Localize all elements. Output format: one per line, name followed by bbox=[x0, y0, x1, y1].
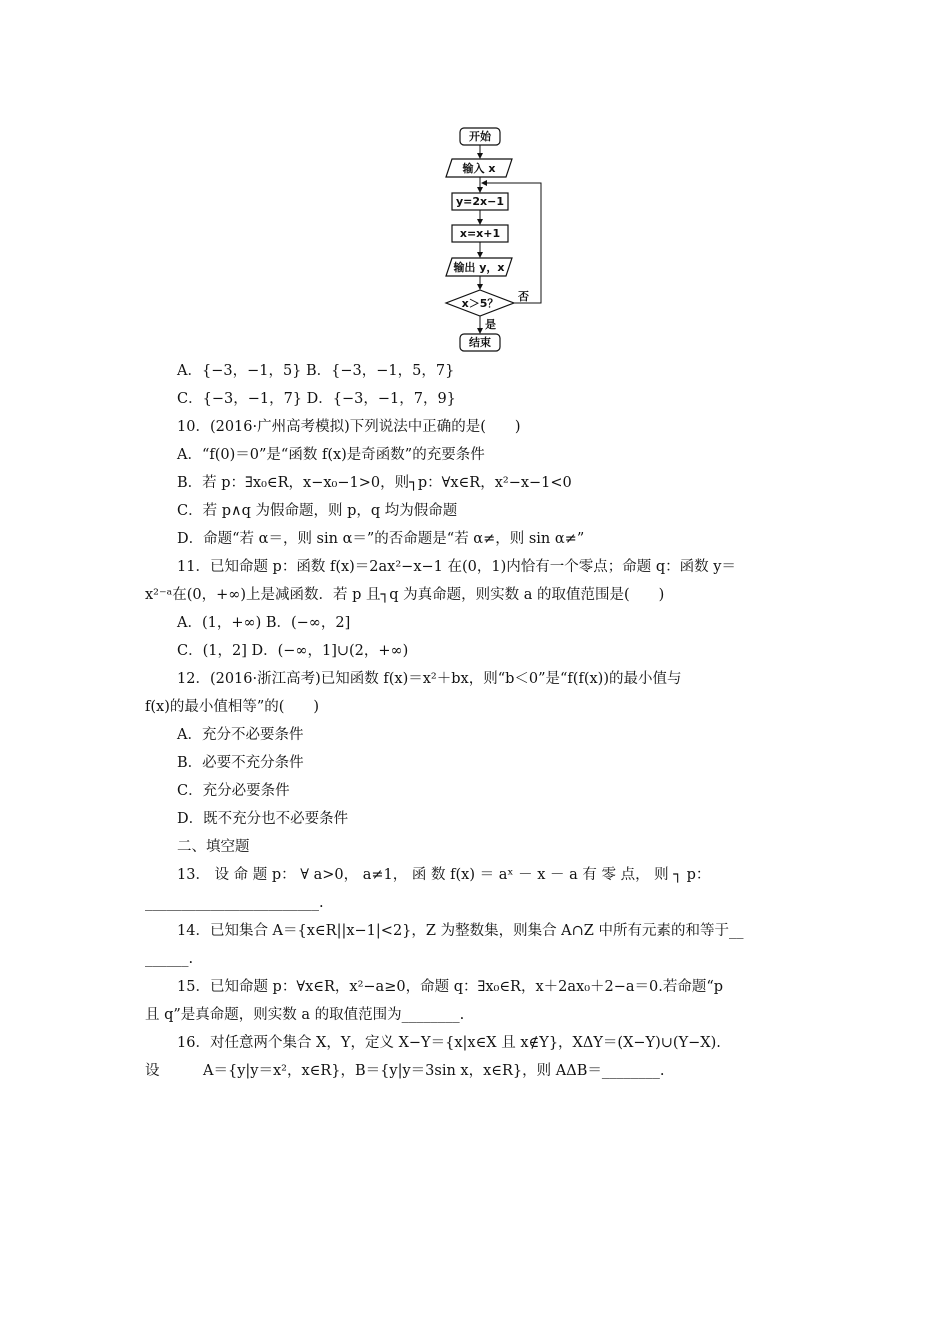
start-label: 开始 bbox=[469, 130, 491, 143]
no-label: 否 bbox=[518, 290, 529, 303]
step1-label: y=2x−1 bbox=[455, 195, 505, 208]
condition-label: x＞5？ bbox=[461, 297, 499, 310]
output-label: 输出 y，x bbox=[453, 261, 505, 274]
question-14-cont: ______. bbox=[145, 951, 194, 967]
step2-label: x=x+1 bbox=[459, 227, 501, 240]
question-13-cont: ________________________. bbox=[145, 895, 324, 911]
question-12-cont: f(x)的最小值相等”的( ) bbox=[145, 699, 320, 715]
question-16: 16．对任意两个集合 X，Y，定义 X−Y＝{x|x∈X 且 x∉Y}，XΔY＝(X−Y)∪(Y−X). bbox=[177, 1035, 721, 1051]
question-10: 10．(2016·广州高考模拟)下列说法中正确的是( ) bbox=[177, 419, 521, 435]
option-line: B．必要不充分条件 bbox=[177, 755, 304, 771]
program-flowchart bbox=[440, 124, 550, 356]
option-line: C．(1，2] D．(−∞，1]∪(2，+∞) bbox=[177, 643, 409, 659]
section-heading: 二、填空题 bbox=[177, 839, 250, 855]
option-line: A．充分不必要条件 bbox=[177, 727, 304, 743]
option-line: C．充分必要条件 bbox=[177, 783, 290, 799]
option-line: A．“f(0)＝0”是“函数 f(x)是奇函数”的充要条件 bbox=[177, 447, 485, 463]
question-16-cont: 设 A＝{y|y＝x²，x∈R}，B＝{y|y＝3sin x，x∈R}，则 AΔB＝________. bbox=[145, 1063, 665, 1079]
option-line: A．{−3，−1，5} B．{−3，−1，5，7} bbox=[177, 363, 455, 379]
question-12: 12．(2016·浙江高考)已知函数 f(x)＝x²＋bx，则“b＜0”是“f(f(x))的最小值与 bbox=[177, 671, 682, 687]
end-label: 结束 bbox=[469, 336, 491, 349]
question-13: 13． 设 命 题 p： ∀ a>0， a≠1， 函 数 f(x) ＝ aˣ － x － a 有 零 点， 则 ┐ p： bbox=[177, 867, 711, 883]
option-line: B．若 p：∃x₀∈R，x−x₀−1>0，则┐p：∀x∈R，x²−x−1<0 bbox=[177, 475, 572, 491]
question-15: 15．已知命题 p：∀x∈R，x²−a≥0，命题 q：∃x₀∈R，x＋2ax₀＋2−a＝0.若命题“p bbox=[177, 979, 724, 995]
option-line: C．若 p∧q 为假命题，则 p，q 均为假命题 bbox=[177, 503, 458, 519]
option-line: A．(1，+∞) B．(−∞，2] bbox=[177, 615, 351, 631]
option-line: D．命题“若 α＝，则 sin α＝”的否命题是“若 α≠，则 sin α≠” bbox=[177, 531, 585, 547]
input-label: 输入 x bbox=[462, 162, 496, 175]
yes-label: 是 bbox=[485, 318, 496, 331]
question-11-cont: x²⁻ᵃ在(0，+∞)上是减函数．若 p 且┐q 为真命题，则实数 a 的取值范围是( ) bbox=[145, 587, 665, 603]
question-15-cont: 且 q”是真命题，则实数 a 的取值范围为________. bbox=[145, 1007, 465, 1023]
option-line: C．{−3，−1，7} D．{−3，−1，7，9} bbox=[177, 391, 456, 407]
question-14: 14．已知集合 A＝{x∈R||x−1|<2}，Z 为整数集，则集合 A∩Z 中所有元素的和等于__ bbox=[177, 923, 744, 939]
question-11: 11．已知命题 p：函数 f(x)＝2ax²−x−1 在(0，1)内恰有一个零点；命题 q：函数 y＝ bbox=[177, 559, 736, 575]
option-line: D．既不充分也不必要条件 bbox=[177, 811, 349, 827]
